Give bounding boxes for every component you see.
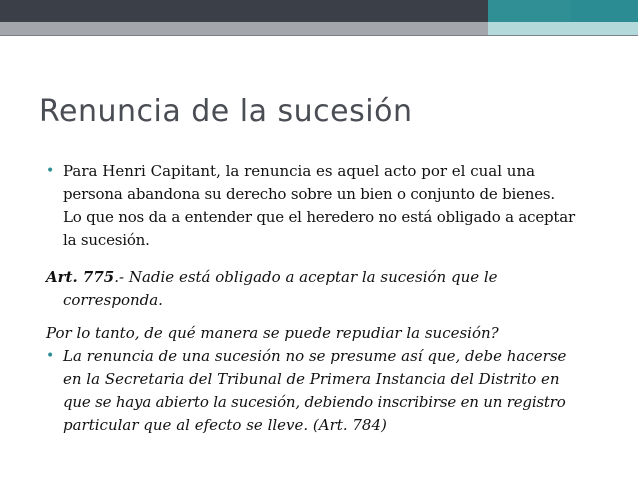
question-text: Por lo tanto, de qué manera se puede repudiar la sucesión? xyxy=(46,324,499,342)
header-stripe xyxy=(0,22,638,36)
header-bar-teal xyxy=(488,0,571,22)
paragraph-heredero: Lo que nos da a entender que el heredero no está obligado a aceptar la sucesión. xyxy=(63,208,575,249)
article-label: Art. 775 xyxy=(46,268,115,286)
header-bar-dark xyxy=(0,0,488,22)
bullet-dot-icon: • xyxy=(46,348,55,364)
bullet-capitant: • Para Henri Capitant, la renuncia es aquel acto por el cual una persona abandona su derecho sobre un bien o conjunto de bienes. xyxy=(46,162,555,203)
header-bar-teal-right xyxy=(571,0,638,22)
article-775: Art. 775.- Nadie está obligado a aceptar la sucesión que le corresponda. xyxy=(46,268,498,309)
slide-title: Renuncia de la sucesión xyxy=(39,94,413,129)
bullet-dot-icon: • xyxy=(46,163,55,179)
bullet-renuncia: • La renuncia de una sucesión no se presume así que, debe hacerse en la Secretaria del Tribunal de Primera Instancia del Distrito en que se haya abierto la sucesión, debiendo inscribirse en un registro particular que al efecto se lleve. (Art. 784) xyxy=(46,347,567,434)
slide-content xyxy=(46,160,600,437)
